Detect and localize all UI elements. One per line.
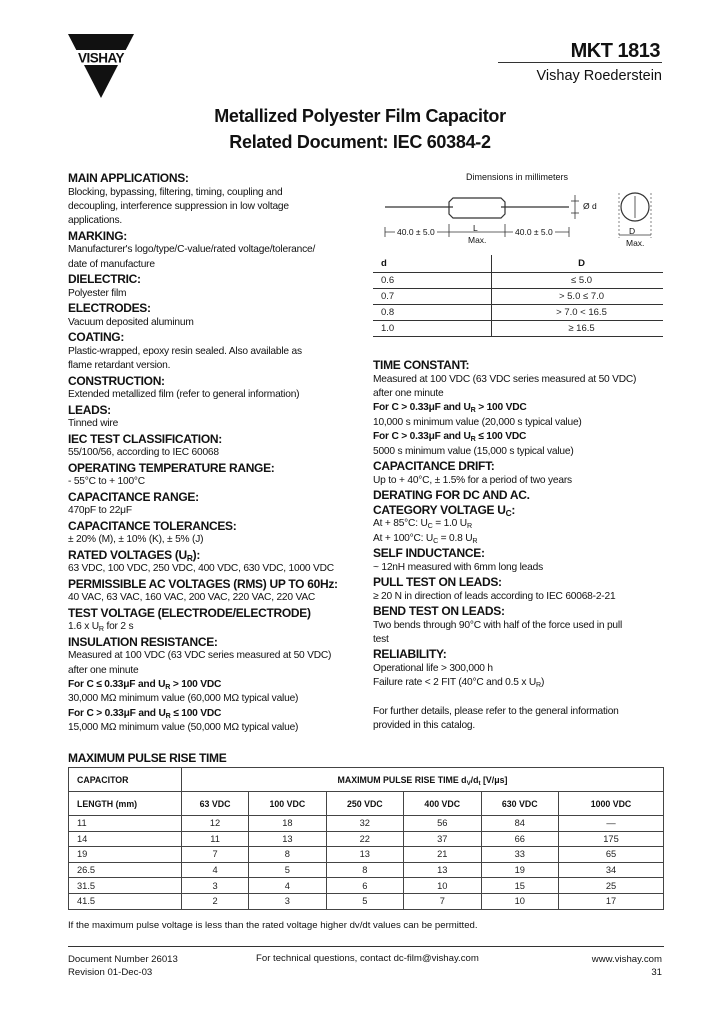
table-cell: 11 (69, 816, 182, 832)
vishay-logo (68, 34, 134, 98)
column-header: 250 VDC (326, 792, 403, 816)
table-cell: 3 (249, 893, 326, 909)
table-cell: 56 (404, 816, 481, 832)
column-header: 1000 VDC (559, 792, 664, 816)
table-row (373, 321, 663, 337)
lead-length-left: 40.0 ± 5.0 (397, 227, 435, 237)
part-number: MKT 1813 (570, 40, 660, 62)
text-line: - 55°C to + 100°C (68, 476, 145, 488)
table-cell: 4 (249, 878, 326, 894)
text-line: For C > 0.33μF and $U_R > 100$ VDC (373, 402, 527, 415)
text-line: Two bends through 90°C with half of the force used in pull (373, 619, 623, 631)
lead-diameter-label: Ø d (583, 201, 597, 211)
text-line: ± 20% (M), ± 10% (K), ± 5% (J) (68, 534, 204, 546)
lead-length-right: 40.0 ± 5.0 (515, 227, 553, 237)
table-row (69, 862, 664, 878)
table-cell: 4 (182, 862, 249, 878)
section-heading: TEST VOLTAGE (ELECTRODE/ELECTRODE) (68, 605, 311, 620)
text-line: For C > 0.33μF and $U_R \le 100$ VDC (373, 431, 527, 444)
section-heading: CAPACITANCE TOLERANCES: (68, 518, 237, 533)
text-line: Failure rate < 2 FIT (40°C and 0.5 x $U_R$) (373, 677, 545, 690)
table-cell: 41.5 (69, 893, 182, 909)
table-cell: 25 (559, 878, 664, 894)
table-row (69, 893, 664, 909)
column-header: D (492, 255, 664, 273)
table-cell: 84 (481, 816, 559, 832)
lead-diameter-table (373, 255, 663, 337)
section-heading: LEADS: (68, 402, 111, 417)
section-heading: DERATING FOR DC AND AC. (373, 488, 530, 503)
table-cell: 1.0 (373, 321, 492, 337)
section-heading: SELF INDUCTANCE: (373, 546, 485, 561)
related-document: Related Document: IEC 60384-2 (229, 132, 491, 152)
text-line: At + 85°C: $U_C = 1.0$ $U_R$ (373, 518, 472, 531)
table-row (373, 273, 663, 289)
column-header: 100 VDC (249, 792, 326, 816)
text-line: 55/100/56, according to IEC 60068 (68, 447, 219, 459)
page-number: 31 (651, 967, 662, 978)
table-cell: 32 (326, 816, 403, 832)
table-cell: 2 (182, 893, 249, 909)
section-heading: MARKING: (68, 228, 127, 243)
text-line: flame retardant version. (68, 360, 171, 372)
table-cell: 37 (404, 831, 481, 847)
column-group-header: MAXIMUM PULSE RISE TIME $d_V/d_t$ [V/μs] (182, 768, 664, 792)
table-cell: > 5.0 ≤ 7.0 (492, 289, 664, 305)
text-line: Plastic-wrapped, epoxy resin sealed. Also available as (68, 345, 302, 357)
table-header-row (69, 768, 664, 792)
text-line: Extended metallized film (refer to general information) (68, 389, 300, 401)
text-line: 10,000 s minimum value (20,000 s typical value) (373, 416, 582, 428)
document-number: Document Number 26013 (68, 954, 178, 965)
text-line: At + 100°C: $U_C = 0.8$ $U_R$ (373, 532, 478, 545)
text-line: For further details, please refer to the general information (373, 705, 619, 717)
dimension-caption: Dimensions in millimeters (466, 172, 569, 182)
text-line: Operational life > 300,000 h (373, 663, 493, 675)
website-link[interactable]: www.vishay.com (591, 954, 662, 965)
document-title: Metallized Polyester Film Capacitor (214, 106, 506, 126)
section-heading: OPERATING TEMPERATURE RANGE: (68, 460, 275, 475)
table-header-row (69, 792, 664, 816)
text-line: ≥ 20 N in direction of leads according to IEC 60068-2-21 (373, 590, 616, 602)
table-cell: 14 (69, 831, 182, 847)
body-diameter-max: Max. (626, 238, 645, 248)
table-cell: 22 (326, 831, 403, 847)
footer-document-info (68, 953, 178, 979)
table-cell: 8 (249, 847, 326, 863)
table-cell: — (559, 816, 664, 832)
text-line: test (373, 634, 389, 646)
footer-contact[interactable]: For technical questions, contact dc-film@vishay.com (256, 953, 479, 964)
pulse-table-title: MAXIMUM PULSE RISE TIME (68, 751, 227, 765)
table-cell: 13 (326, 847, 403, 863)
table-cell: 0.7 (373, 289, 492, 305)
section-heading: RATED VOLTAGES $(U_R)$: (68, 547, 201, 563)
text-line: 1.6 x $U_R$ for 2 s (68, 621, 134, 634)
pulse-rise-time-table (68, 767, 664, 910)
column-header: LENGTH (mm) (69, 792, 182, 816)
table-cell: 7 (404, 893, 481, 909)
text-line: 15,000 MΩ minimum value (50,000 MΩ typical value) (68, 722, 299, 734)
section-heading: DIELECTRIC: (68, 272, 141, 287)
table-cell: 31.5 (69, 878, 182, 894)
table-cell: > 7.0 < 16.5 (492, 305, 664, 321)
text-line: 30,000 MΩ minimum value (60,000 MΩ typical value) (68, 693, 299, 705)
text-line: Measured at 100 VDC (63 VDC series measured at 50 VDC) (68, 650, 332, 662)
section-heading: RELIABILITY: (373, 647, 447, 662)
section-heading: ELECTRODES: (68, 301, 151, 316)
text-line: decoupling, interference suppression in low voltage (68, 201, 289, 212)
text-line: 470pF to 22μF (68, 505, 132, 517)
table-cell: 19 (69, 847, 182, 863)
table-cell: 26.5 (69, 862, 182, 878)
table-row (69, 847, 664, 863)
table-cell: 11 (182, 831, 249, 847)
dimension-drawing (373, 180, 665, 252)
section-heading: IEC TEST CLASSIFICATION: (68, 431, 222, 446)
text-line: 40 VAC, 63 VAC, 160 VAC, 200 VAC, 220 VAC, 220 VAC (68, 592, 316, 604)
column-header: d (373, 255, 492, 273)
text-line: For C > 0.33μF and $U_R \le 100$ VDC (68, 707, 222, 720)
section-heading: COATING: (68, 330, 125, 345)
table-cell: 5 (326, 893, 403, 909)
section-heading: CATEGORY VOLTAGE $U_C$: (373, 502, 516, 518)
table-cell: 10 (404, 878, 481, 894)
section-heading: BEND TEST ON LEADS: (373, 604, 505, 619)
footer-page-info (592, 953, 662, 979)
table-cell: 3 (182, 878, 249, 894)
table-cell: 33 (481, 847, 559, 863)
table-cell: 12 (182, 816, 249, 832)
text-line: provided in this catalog. (373, 720, 476, 732)
table-cell: 17 (559, 893, 664, 909)
section-heading: PERMISSIBLE AC VOLTAGES (RMS) UP TO 60Hz: (68, 576, 338, 591)
svg-text:VISHAY: VISHAY (77, 50, 125, 66)
table-cell: 34 (559, 862, 664, 878)
table-row (373, 289, 663, 305)
text-line: For C ≤ 0.33μF and $U_R > 100$ VDC (68, 679, 222, 692)
text-line: date of manufacture (68, 258, 155, 270)
text-line: applications. (68, 215, 123, 227)
table-cell: ≤ 5.0 (492, 273, 664, 289)
manufacturer-name: Vishay Roederstein (536, 68, 662, 84)
header-rule (498, 62, 662, 63)
left-column (68, 171, 358, 736)
section-heading: PULL TEST ON LEADS: (373, 575, 502, 590)
table-cell: 5 (249, 862, 326, 878)
body-diameter-label: D (629, 226, 636, 236)
table-cell: 6 (326, 878, 403, 894)
text-line: 5000 s minimum value (15,000 s typical value) (373, 445, 574, 457)
body-length-label: L (473, 223, 478, 233)
text-line: Blocking, bypassing, filtering, timing, coupling and (68, 186, 283, 198)
table-cell: 15 (481, 878, 559, 894)
capacitor-outline (373, 180, 665, 252)
table-cell: 18 (249, 816, 326, 832)
section-heading: CONSTRUCTION: (68, 373, 165, 388)
column-header: 400 VDC (404, 792, 481, 816)
column-header: CAPACITOR (69, 768, 182, 792)
table-cell: 66 (481, 831, 559, 847)
table-cell: ≥ 16.5 (492, 321, 664, 337)
section-heading: MAIN APPLICATIONS: (68, 171, 189, 185)
table-cell: 10 (481, 893, 559, 909)
text-line: Vacuum deposited aluminum (68, 316, 194, 328)
table-cell: 175 (559, 831, 664, 847)
revision-date: Revision 01-Dec-03 (68, 967, 153, 978)
table-row (373, 305, 663, 321)
text-line: ~ 12nH measured with 6mm long leads (373, 561, 543, 573)
text-line: after one minute (68, 664, 139, 676)
right-column (373, 358, 665, 734)
table-cell: 13 (249, 831, 326, 847)
table-row (69, 878, 664, 894)
table-cell: 7 (182, 847, 249, 863)
text-line: Manufacturer's logo/type/C-value/rated voltage/tolerance/ (68, 244, 316, 256)
column-header: 630 VDC (481, 792, 559, 816)
table-cell: 19 (481, 862, 559, 878)
text-line: Tinned wire (68, 418, 119, 430)
body-length-max: Max. (468, 235, 487, 245)
table-row (69, 831, 664, 847)
table-cell: 0.6 (373, 273, 492, 289)
table-cell: 65 (559, 847, 664, 863)
table-header-row (373, 255, 663, 273)
section-heading: TIME CONSTANT: (373, 358, 470, 372)
section-heading: CAPACITANCE RANGE: (68, 489, 199, 504)
table-cell: 21 (404, 847, 481, 863)
text-line: Polyester film (68, 287, 127, 299)
text-line: Up to + 40°C, ± 1.5% for a period of two years (373, 474, 572, 486)
table-cell: 13 (404, 862, 481, 878)
column-header: 63 VDC (182, 792, 249, 816)
section-heading: CAPACITANCE DRIFT: (373, 459, 495, 474)
footer-rule (68, 946, 664, 947)
table-cell: 0.8 (373, 305, 492, 321)
pulse-table-note: If the maximum pulse voltage is less than the rated voltage higher dv/dt values can be permitted. (68, 920, 478, 931)
table-cell: 8 (326, 862, 403, 878)
text-line: 63 VDC, 100 VDC, 250 VDC, 400 VDC, 630 VDC, 1000 VDC (68, 563, 334, 575)
section-heading: INSULATION RESISTANCE: (68, 634, 218, 649)
text-line: Measured at 100 VDC (63 VDC series measured at 50 VDC) (373, 373, 637, 385)
text-line: after one minute (373, 388, 444, 399)
table-row (69, 816, 664, 832)
